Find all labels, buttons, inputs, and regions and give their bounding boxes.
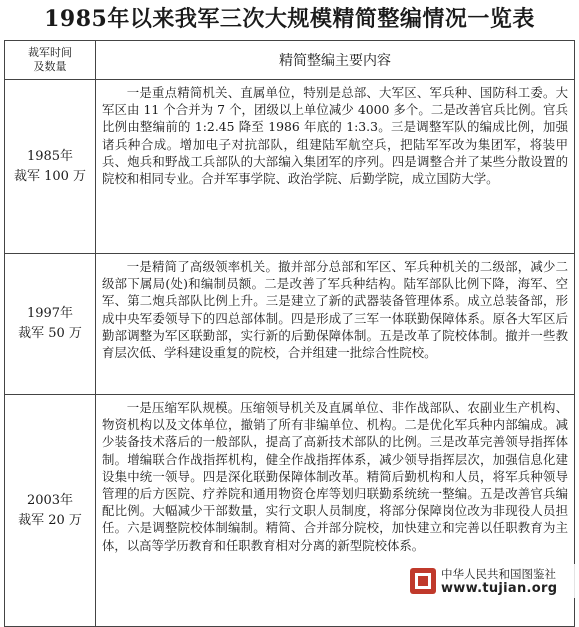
- table-header-row: [5, 41, 575, 80]
- period-amount: 裁军 100 万: [13, 168, 87, 184]
- period-amount: 裁军 50 万: [18, 326, 82, 341]
- period-year: 1985年: [26, 148, 74, 164]
- period-year: 1997年: [26, 306, 74, 321]
- content-text: 一是压缩军队规模。压缩领导机关及直属单位、非作战部队、农副业生产机构、物资机构以及文体单位，撤销了所有非编单位、机构。二是优化军兵种内部编成。减少装备技术落后的一般部队，提高了高新技术部队的比例。三是改革完善领导指挥体制。增编联合作战指挥机构，健全作战指挥体系，减少领导指挥层次，加强信息化建设集中统一领导。四是深化联勤保障体制改革。精简后勤机构和人员，将军兵种领导管理的后方医院、疗养院和通用物资仓库等划归联勤系统统一整编。五是改善官兵编配比例。大幅减少干部数量，实行文职人员制度，将部分保障岗位改为非现役人员担任。六是调整院校体制编制。精简、合并部分院校，加快建立和完善以任职教育为主体，以高等学历教育和任职教育相对分离的新型院校体系。: [102, 400, 568, 553]
- header-time-amount: [5, 41, 96, 80]
- page-title: 1985年以来我军三次大规模精简整编情况一览表: [44, 6, 535, 32]
- table-row: [5, 254, 575, 395]
- content-cell: 一是精简了高级领率机关。撤并部分总部和军区、军兵种机关的二级部，减少二级部下属局(处)和编制员额。二是改善了军兵种结构。陆军部队比例下降，海军、空军、第二炮兵部队比例上升。三是建立了新的武器装备管理体系。成立总装备部，形成中央军委领导下的四总部体制。四是形成了三军一体联勤保障体系。原各大军区后勤部调整为军区联勤部，实行新的后勤保障体制。五是改革了院校体制。撤并一些教育层次低、学科建设重复的院校，合并组建一批综合性院校。: [96, 254, 575, 395]
- period-cell: [5, 80, 96, 254]
- period-cell: [5, 395, 96, 627]
- header-time-label: 裁军时间: [28, 46, 72, 59]
- header-amount-label: 及数量: [33, 60, 67, 73]
- reorganization-table: [4, 40, 575, 627]
- period-year: 2003年: [26, 492, 74, 508]
- period-amount: 裁军 20 万: [18, 512, 82, 528]
- period-cell: [5, 254, 96, 395]
- watermark-name: 中华人民共和国图鉴社: [441, 566, 556, 581]
- content-cell: 一是重点精简机关、直属单位，特别是总部、大军区、军兵种、国防科工委。大军区由 11 个合并为 7 个，团级以上单位减少 4000 多个。二是改善官兵比例。官兵比例由整编前的 1:2.45 降至 1986 年底的 1:3.3。三是调整军队的编成比例，加强诸兵种合成。增加电子对抗部队，组建陆军航空兵，把陆军军改为集团军，将装甲兵、炮兵和野战工兵部队的大部编入集团军的序列。四是调整合并了某些分散设置的院校和相同专业。合并军事学院、政治学院、后勤学院，成立国防大学。: [96, 80, 575, 254]
- watermark: [405, 564, 575, 598]
- publisher-logo-icon: [409, 567, 437, 595]
- watermark-url: www.tujian.org: [441, 580, 558, 596]
- header-content: 精简整编主要内容: [96, 41, 575, 80]
- table-row: [5, 80, 575, 254]
